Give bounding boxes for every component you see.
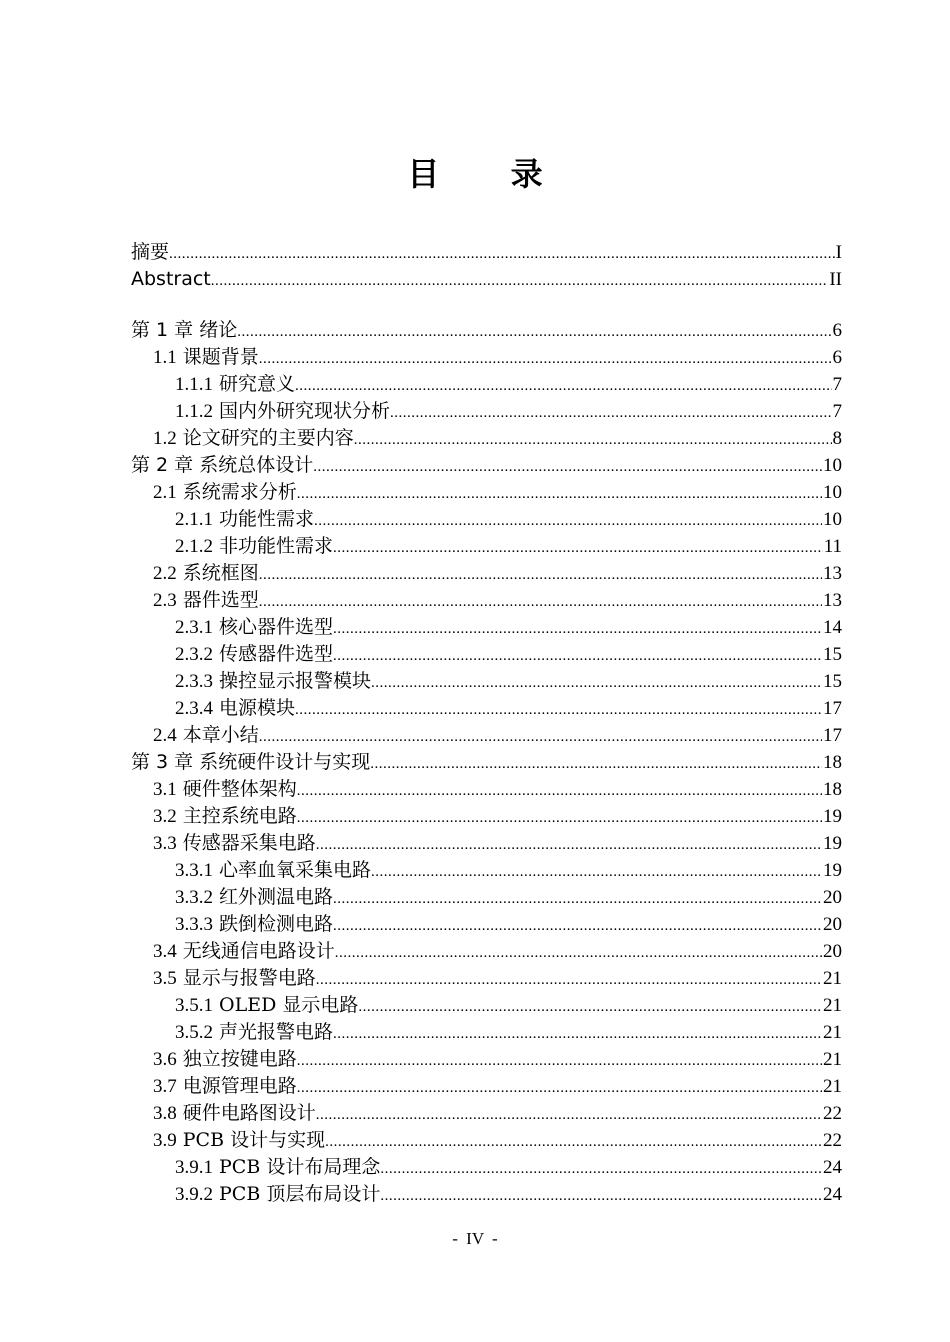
toc-entry-page-number: 17 xyxy=(823,725,842,746)
dot-leader xyxy=(297,481,822,508)
toc-entry-number: 2.2 xyxy=(153,563,177,584)
toc-entry-page-number: 21 xyxy=(823,1049,842,1070)
toc-entry-number: 3.3.3 xyxy=(175,914,213,935)
toc-entry[interactable] xyxy=(131,965,842,992)
toc-entry-label xyxy=(175,668,371,695)
toc-entry-number: 3.5.2 xyxy=(175,1022,213,1043)
toc-entry[interactable] xyxy=(131,857,842,884)
toc-entry-number: 2.3.3 xyxy=(175,671,213,692)
toc-entry-number: 2.3.1 xyxy=(175,617,213,638)
toc-entry[interactable] xyxy=(131,1154,842,1181)
toc-entry-label xyxy=(153,1073,297,1100)
dot-leader xyxy=(380,1156,822,1183)
toc-entry-page-number: 20 xyxy=(823,941,842,962)
table-of-contents xyxy=(131,239,842,1208)
toc-entry-text: 本章小结 xyxy=(182,724,259,746)
toc-entry-text: 电源模块 xyxy=(219,697,296,719)
toc-entry-label xyxy=(153,830,316,857)
dot-leader xyxy=(371,670,822,697)
toc-entry-number: 3.9 xyxy=(153,1130,177,1151)
toc-entry-page-number: 6 xyxy=(832,347,842,368)
dot-leader xyxy=(295,697,822,724)
toc-entry[interactable] xyxy=(131,938,842,965)
toc-entry-page-number: 19 xyxy=(823,833,842,854)
dot-leader xyxy=(259,589,822,616)
dot-leader xyxy=(313,454,822,481)
toc-entry-label xyxy=(175,1181,380,1208)
toc-entry-number: 3.6 xyxy=(153,1049,177,1070)
dot-leader xyxy=(380,1183,822,1210)
toc-entry-page-number: 6 xyxy=(832,320,842,341)
toc-entry-number: 2.3.4 xyxy=(175,698,213,719)
toc-entry-label xyxy=(175,398,390,425)
dot-leader xyxy=(333,1021,822,1048)
toc-entry-page-number: 21 xyxy=(823,1022,842,1043)
dot-leader xyxy=(316,1102,822,1129)
toc-entry-page-number: 18 xyxy=(823,752,842,773)
dot-leader xyxy=(333,913,822,940)
toc-entry-page-number: II xyxy=(829,269,842,290)
dot-leader xyxy=(335,940,822,967)
toc-entry-text: 操控显示报警模块 xyxy=(219,670,372,692)
toc-entry-label xyxy=(175,614,333,641)
toc-entry[interactable] xyxy=(131,668,842,695)
toc-entry-number: 2.1.2 xyxy=(175,536,213,557)
toc-entry-page-number: I xyxy=(835,242,842,263)
toc-entry-text: 核心器件选型 xyxy=(219,616,334,638)
toc-entry-page-number: 8 xyxy=(832,428,842,449)
toc-entry-number: 3.3.1 xyxy=(175,860,213,881)
toc-entry[interactable] xyxy=(131,749,842,776)
toc-entry-text: PCB 设计布局理念 xyxy=(219,1156,381,1178)
toc-entry-text: 非功能性需求 xyxy=(219,535,334,557)
toc-entry-label xyxy=(131,239,169,266)
toc-entry-page-number: 15 xyxy=(823,644,842,665)
dot-leader xyxy=(314,508,822,535)
dot-leader xyxy=(371,859,822,886)
toc-entry-page-number: 15 xyxy=(823,671,842,692)
toc-entry[interactable] xyxy=(131,239,842,266)
toc-entry-label xyxy=(175,857,371,884)
toc-entry[interactable] xyxy=(131,1100,842,1127)
toc-entry-text: 系统框图 xyxy=(182,562,259,584)
toc-entry-label xyxy=(175,1019,333,1046)
dot-leader xyxy=(259,562,822,589)
toc-entry-text: 摘要 xyxy=(131,241,170,263)
toc-entry-page-number: 24 xyxy=(823,1157,842,1178)
toc-entry-text: 声光报警电路 xyxy=(219,1021,334,1043)
toc-entry-label xyxy=(175,884,333,911)
toc-entry-text: PCB 设计与实现 xyxy=(182,1129,326,1151)
toc-entry[interactable] xyxy=(131,695,842,722)
toc-entry-label xyxy=(175,371,295,398)
toc-entry-label xyxy=(175,1154,380,1181)
toc-entry-text: 功能性需求 xyxy=(219,508,315,530)
toc-entry-text: 红外测温电路 xyxy=(219,886,334,908)
toc-entry[interactable] xyxy=(131,830,842,857)
toc-entry-number: 3.3.2 xyxy=(175,887,213,908)
toc-entry[interactable] xyxy=(131,1181,842,1208)
toc-entry-text: 独立按键电路 xyxy=(182,1048,297,1070)
toc-entry[interactable] xyxy=(131,587,842,614)
dot-leader xyxy=(237,319,831,346)
toc-entry[interactable] xyxy=(131,506,842,533)
toc-entry-number: 1.1.2 xyxy=(175,401,213,422)
toc-entry[interactable] xyxy=(131,266,842,293)
toc-entry-number: 3.1 xyxy=(153,779,177,800)
dot-leader xyxy=(354,427,832,454)
toc-entry-number: 2.1 xyxy=(153,482,177,503)
toc-entry-page-number: 19 xyxy=(823,860,842,881)
toc-entry-label xyxy=(153,965,316,992)
toc-entry-text: 第 1 章 绪论 xyxy=(131,319,238,341)
dot-leader xyxy=(297,805,822,832)
toc-entry-number: 3.9.2 xyxy=(175,1184,213,1205)
toc-entry-label xyxy=(153,425,354,452)
toc-entry-label xyxy=(153,344,259,371)
toc-entry[interactable] xyxy=(131,641,842,668)
toc-entry-number: 3.5 xyxy=(153,968,177,989)
toc-entry-page-number: 7 xyxy=(832,374,842,395)
toc-entry-label xyxy=(153,938,335,965)
toc-entry-page-number: 22 xyxy=(823,1130,842,1151)
toc-entry-label xyxy=(153,722,259,749)
toc-entry-label xyxy=(131,266,211,293)
toc-entry-label xyxy=(131,317,237,344)
toc-entry-number: 3.3 xyxy=(153,833,177,854)
toc-entry-text: 国内外研究现状分析 xyxy=(219,400,391,422)
toc-entry[interactable] xyxy=(131,398,842,425)
toc-entry-number: 2.4 xyxy=(153,725,177,746)
dot-leader xyxy=(390,400,831,427)
dot-leader xyxy=(259,724,822,751)
dot-leader xyxy=(297,778,822,805)
toc-entry-text: 第 3 章 系统硬件设计与实现 xyxy=(131,751,371,773)
toc-entry-number: 3.8 xyxy=(153,1103,177,1124)
toc-entry-text: 硬件整体架构 xyxy=(182,778,297,800)
dot-leader xyxy=(333,643,822,670)
toc-entry-page-number: 11 xyxy=(823,536,842,557)
toc-entry[interactable] xyxy=(131,371,842,398)
page-title: 目 录 xyxy=(407,155,573,193)
toc-entry-page-number: 10 xyxy=(823,509,842,530)
toc-entry-label xyxy=(131,749,370,776)
page-number-footer: - IV - xyxy=(452,1229,498,1248)
toc-entry-number: 3.9.1 xyxy=(175,1157,213,1178)
toc-entry-text: 系统需求分析 xyxy=(182,481,297,503)
toc-entry[interactable] xyxy=(131,452,842,479)
dot-leader xyxy=(325,1129,822,1156)
toc-entry-page-number: 10 xyxy=(823,455,842,476)
toc-entry-number: 2.3.2 xyxy=(175,644,213,665)
toc-entry-text: PCB 顶层布局设计 xyxy=(219,1183,381,1205)
toc-entry-text: 无线通信电路设计 xyxy=(182,940,335,962)
toc-entry[interactable] xyxy=(131,803,842,830)
toc-entry-text: 电源管理电路 xyxy=(182,1075,297,1097)
toc-entry-number: 2.3 xyxy=(153,590,177,611)
toc-entry-label xyxy=(153,803,297,830)
dot-leader xyxy=(370,751,822,778)
dot-leader xyxy=(259,346,832,373)
toc-entry-page-number: 14 xyxy=(823,617,842,638)
toc-entry-text: 器件选型 xyxy=(182,589,259,611)
toc-entry[interactable] xyxy=(131,722,842,749)
toc-entry-page-number: 21 xyxy=(823,1076,842,1097)
dot-leader xyxy=(316,832,822,859)
toc-entry-page-number: 18 xyxy=(823,779,842,800)
toc-entry-text: 硬件电路图设计 xyxy=(182,1102,316,1124)
toc-entry[interactable] xyxy=(131,1073,842,1100)
toc-entry-label xyxy=(153,1100,316,1127)
dot-leader xyxy=(211,268,829,295)
toc-entry-text: 主控系统电路 xyxy=(182,805,297,827)
toc-entry-label xyxy=(175,641,333,668)
toc-entry-number: 3.2 xyxy=(153,806,177,827)
toc-entry-text: 论文研究的主要内容 xyxy=(182,427,354,449)
toc-entry-text: 跌倒检测电路 xyxy=(219,913,334,935)
dot-leader xyxy=(297,1048,822,1075)
toc-entry-page-number: 13 xyxy=(823,590,842,611)
toc-entry-label xyxy=(175,533,333,560)
toc-entry[interactable] xyxy=(131,884,842,911)
toc-entry-number: 1.2 xyxy=(153,428,177,449)
toc-entry-text: 第 2 章 系统总体设计 xyxy=(131,454,314,476)
toc-entry[interactable] xyxy=(131,992,842,1019)
toc-entry-text: 传感器件选型 xyxy=(219,643,334,665)
toc-entry[interactable] xyxy=(131,425,842,452)
toc-entry-label xyxy=(153,776,297,803)
toc-entry-label xyxy=(175,695,295,722)
toc-entry-label xyxy=(153,479,297,506)
toc-entry[interactable] xyxy=(131,1127,842,1154)
dot-leader xyxy=(333,616,822,643)
toc-entry[interactable] xyxy=(131,911,842,938)
toc-entry[interactable] xyxy=(131,614,842,641)
toc-entry[interactable] xyxy=(131,317,842,344)
toc-entry-page-number: 20 xyxy=(823,914,842,935)
dot-leader xyxy=(169,241,835,268)
toc-entry-label xyxy=(153,560,259,587)
toc-entry[interactable] xyxy=(131,533,842,560)
toc-entry-page-number: 21 xyxy=(823,968,842,989)
toc-entry-label xyxy=(175,506,314,533)
toc-entry-text: 研究意义 xyxy=(219,373,296,395)
toc-entry-text: 传感器采集电路 xyxy=(182,832,316,854)
toc-entry-label xyxy=(153,587,259,614)
toc-entry-text: 显示与报警电路 xyxy=(182,967,316,989)
toc-entry-number: 1.1 xyxy=(153,347,177,368)
toc-entry[interactable] xyxy=(131,344,842,371)
toc-entry[interactable] xyxy=(131,1046,842,1073)
toc-entry-page-number: 17 xyxy=(823,698,842,719)
toc-entry[interactable] xyxy=(131,479,842,506)
dot-leader xyxy=(333,886,822,913)
toc-entry[interactable] xyxy=(131,776,842,803)
toc-entry-label xyxy=(131,452,313,479)
toc-entry-page-number: 19 xyxy=(823,806,842,827)
toc-entry-text: 心率血氧采集电路 xyxy=(219,859,372,881)
toc-entry-label xyxy=(153,1127,325,1154)
toc-entry-label xyxy=(153,1046,297,1073)
toc-entry-label xyxy=(175,992,358,1019)
dot-leader xyxy=(297,1075,822,1102)
toc-entry-page-number: 7 xyxy=(832,401,842,422)
toc-entry-page-number: 20 xyxy=(823,887,842,908)
toc-entry-text: 课题背景 xyxy=(182,346,259,368)
toc-entry[interactable] xyxy=(131,560,842,587)
toc-entry-page-number: 13 xyxy=(823,563,842,584)
toc-entry-number: 3.7 xyxy=(153,1076,177,1097)
toc-entry-page-number: 21 xyxy=(823,995,842,1016)
toc-entry-label xyxy=(175,911,333,938)
dot-leader xyxy=(316,967,822,994)
toc-entry[interactable] xyxy=(131,1019,842,1046)
toc-entry-text: Abstract xyxy=(131,268,211,290)
dot-leader xyxy=(333,535,823,562)
toc-entry-page-number: 22 xyxy=(823,1103,842,1124)
toc-entry-number: 3.5.1 xyxy=(175,995,213,1016)
toc-entry-text: OLED 显示电路 xyxy=(219,994,359,1016)
toc-entry-page-number: 24 xyxy=(823,1184,842,1205)
toc-entry-page-number: 10 xyxy=(823,482,842,503)
dot-leader xyxy=(295,373,831,400)
toc-entry-number: 1.1.1 xyxy=(175,374,213,395)
toc-entry-number: 3.4 xyxy=(153,941,177,962)
toc-entry-number: 2.1.1 xyxy=(175,509,213,530)
dot-leader xyxy=(358,994,822,1021)
